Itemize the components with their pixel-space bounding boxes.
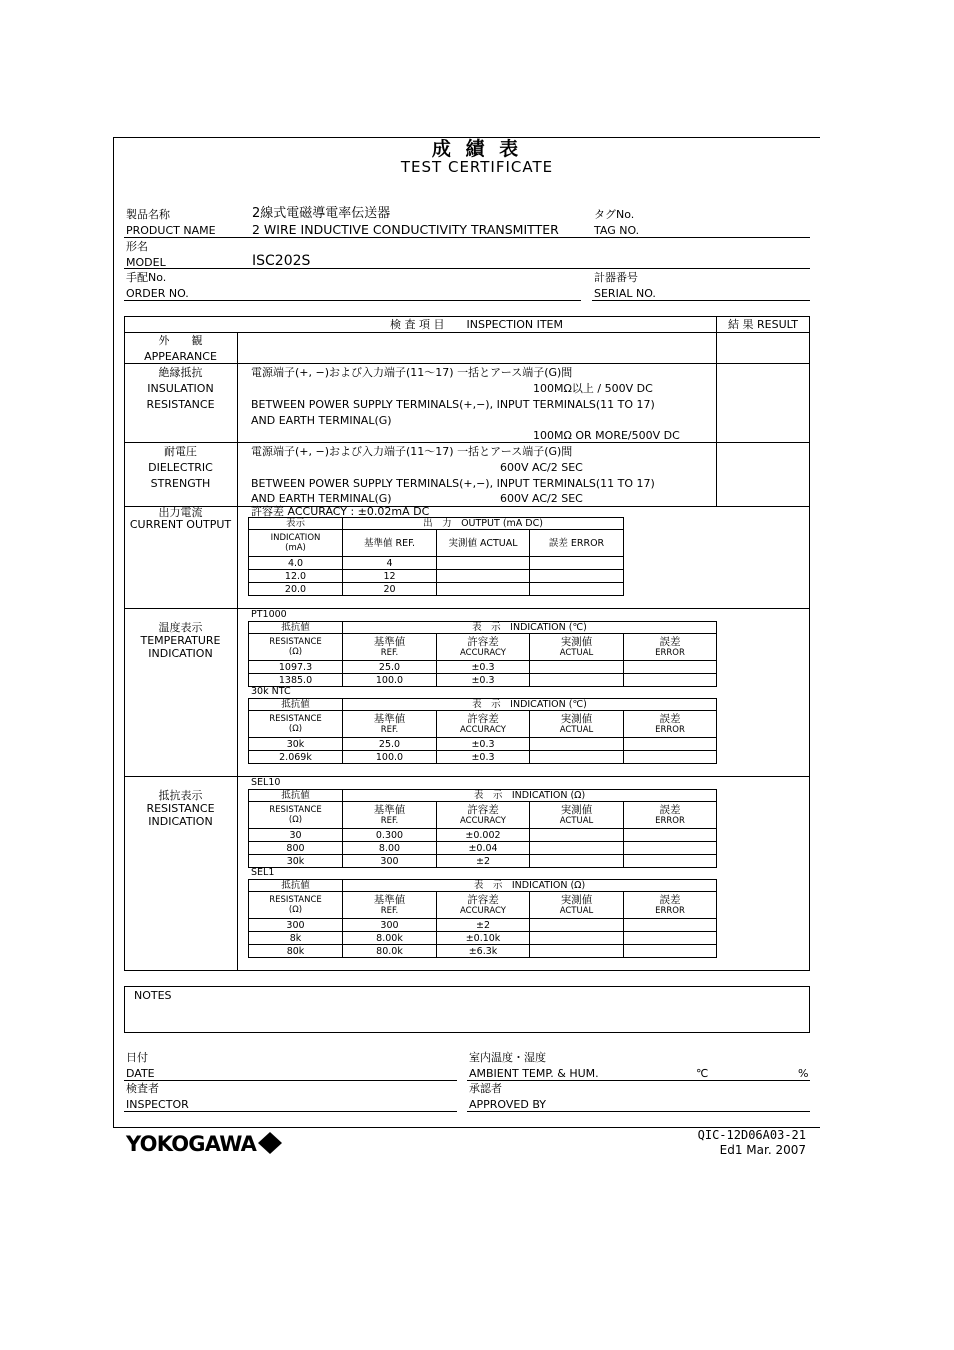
table-cell: ±0.3	[437, 674, 530, 687]
pt1000-acc-header: 許容差 ACCURACY	[437, 634, 530, 661]
product-value-jp: 2線式電磁導電率伝送器	[252, 206, 391, 221]
table-cell	[624, 751, 717, 764]
sel10-table	[248, 789, 717, 868]
insulation-line-4: AND EARTH TERMINAL(G)	[251, 414, 392, 427]
sel1-err-header: 誤差 ERROR	[624, 892, 717, 919]
insulation-label-en1: INSULATION	[147, 382, 214, 395]
diamond-icon	[258, 1132, 282, 1154]
table-cell	[624, 945, 717, 958]
table-cell: 100.0	[343, 674, 437, 687]
table-cell	[530, 557, 624, 570]
table-cell: 1097.3	[249, 661, 343, 674]
temperature-rule	[124, 776, 810, 777]
table-cell: 300	[343, 919, 437, 932]
table-row	[249, 919, 717, 932]
tag-label-en: TAG NO.	[594, 224, 640, 237]
table-cell: ±0.3	[437, 738, 530, 751]
ntc-err-header: 誤差 ERROR	[624, 711, 717, 738]
current-error-header: 誤差 ERROR	[530, 530, 624, 557]
current-ind-header: 表示	[249, 518, 343, 530]
table-row	[249, 829, 717, 842]
table-cell: 12.0	[249, 570, 343, 583]
doc-edition: Ed1 Mar. 2007	[719, 1143, 806, 1157]
current-label-en: CURRENT OUTPUT	[129, 518, 232, 531]
table-cell: 30	[249, 829, 343, 842]
table-cell	[530, 855, 624, 868]
table-cell	[624, 738, 717, 751]
table-cell: ±0.10k	[437, 932, 530, 945]
inspection-item-header: 検 査 項 目 INSPECTION ITEM	[390, 318, 563, 331]
table-cell: ±0.3	[437, 661, 530, 674]
sel1-res-subheader: RESISTANCE (Ω)	[249, 892, 343, 919]
table-cell: 300	[343, 855, 437, 868]
date-label-jp: 日付	[126, 1051, 148, 1064]
table-cell	[530, 842, 624, 855]
notes-box	[124, 986, 810, 1033]
table-cell	[530, 583, 624, 596]
current-ref-header: 基準値 REF.	[343, 530, 437, 557]
table-cell: 100.0	[343, 751, 437, 764]
sel1-res-header: 抵抗値	[249, 880, 343, 892]
ambient-percent-unit: %	[798, 1067, 809, 1080]
sel1-act-header: 実測値 ACTUAL	[530, 892, 624, 919]
serial-label-jp: 計器番号	[594, 271, 638, 284]
temperature-label-jp: 温度表示	[158, 621, 203, 634]
result-col-rule	[716, 316, 717, 506]
ntc-label: 30k NTC	[251, 686, 291, 697]
model-value: ISC202S	[252, 253, 311, 269]
table-cell	[530, 674, 624, 687]
table-cell	[530, 945, 624, 958]
pt1000-label: PT1000	[251, 609, 287, 620]
pt1000-table	[248, 621, 717, 687]
table-cell	[624, 855, 717, 868]
current-output-table	[248, 517, 624, 596]
table-cell: 1385.0	[249, 674, 343, 687]
sel10-label: SEL10	[251, 777, 281, 788]
table-cell	[624, 674, 717, 687]
insulation-rule	[124, 442, 810, 443]
dielectric-line-2: 600V AC/2 SEC	[500, 461, 583, 474]
insulation-line-1: 電源端子(+, −)および入力端子(11～17) 一括とアース端子(G)間	[251, 366, 573, 379]
ntc-ref-header: 基準値 REF.	[343, 711, 437, 738]
dielectric-line-4: AND EARTH TERMINAL(G)	[251, 492, 392, 505]
table-cell	[437, 583, 530, 596]
order-label-jp: 手配No.	[126, 271, 167, 284]
temperature-label-en2: INDICATION	[148, 647, 213, 660]
table-cell: ±0.002	[437, 829, 530, 842]
dielectric-line-3: BETWEEN POWER SUPPLY TERMINALS(+,−), INPUT TERMINALS(11 TO 17)	[251, 477, 655, 490]
sel1-ref-header: 基準値 REF.	[343, 892, 437, 919]
table-row	[249, 738, 717, 751]
ntc-res-subheader: RESISTANCE (Ω)	[249, 711, 343, 738]
date-label-en: DATE	[126, 1067, 155, 1080]
table-cell	[530, 932, 624, 945]
table-cell: 30k	[249, 855, 343, 868]
table-row	[249, 557, 624, 570]
table-cell	[624, 919, 717, 932]
insulation-label-jp: 絶縁抵抗	[158, 366, 203, 379]
table-cell: 80.0k	[343, 945, 437, 958]
table-cell: 8k	[249, 932, 343, 945]
pt1000-res-header: 抵抗値	[249, 622, 343, 634]
table-cell: 8.00k	[343, 932, 437, 945]
table-cell	[530, 570, 624, 583]
table-cell: 800	[249, 842, 343, 855]
table-cell: 25.0	[343, 661, 437, 674]
current-accuracy: 許容差 ACCURACY : ±0.02mA DC	[251, 505, 430, 518]
table-row	[249, 855, 717, 868]
serial-rule	[592, 300, 810, 301]
sel10-act-header: 実測値 ACTUAL	[530, 802, 624, 829]
model-label-jp: 形名	[126, 240, 148, 253]
dielectric-label-jp: 耐電圧	[164, 445, 197, 458]
table-cell: ±6.3k	[437, 945, 530, 958]
order-rule	[124, 300, 581, 301]
sel10-ind-header: 表 示 INDICATION (Ω)	[343, 790, 717, 802]
sel10-err-header: 誤差 ERROR	[624, 802, 717, 829]
inspector-label-en: INSPECTOR	[126, 1098, 189, 1111]
table-row	[249, 751, 717, 764]
doc-code: QIC-12D06A03-21	[697, 1128, 806, 1142]
yokogawa-logo: YOKOGAWA	[126, 1132, 257, 1156]
table-cell: ±2	[437, 855, 530, 868]
resistance-label-jp: 抵抗表示	[158, 789, 203, 802]
pt1000-act-header: 実測値 ACTUAL	[530, 634, 624, 661]
notes-label: NOTES	[134, 989, 172, 1002]
table-cell	[530, 919, 624, 932]
current-ind-subheader: INDICATION (mA)	[249, 530, 343, 557]
insulation-line-2: 100MΩ以上 / 500V DC	[533, 382, 653, 395]
approved-rule	[467, 1111, 810, 1112]
pt1000-ref-header: 基準値 REF.	[343, 634, 437, 661]
sel1-ind-header: 表 示 INDICATION (Ω)	[343, 880, 717, 892]
appearance-label-jp: 外 観	[158, 334, 203, 347]
table-cell	[624, 932, 717, 945]
resistance-label-en2: INDICATION	[148, 815, 213, 828]
sel10-res-subheader: RESISTANCE (Ω)	[249, 802, 343, 829]
table-cell: 20	[343, 583, 437, 596]
table-cell	[530, 738, 624, 751]
model-label-en: MODEL	[126, 256, 166, 269]
table-cell	[437, 570, 530, 583]
dielectric-line-5: 600V AC/2 SEC	[500, 492, 583, 505]
model-rule	[124, 268, 810, 269]
table-cell: 30k	[249, 738, 343, 751]
insulation-line-3: BETWEEN POWER SUPPLY TERMINALS(+,−), INPUT TERMINALS(11 TO 17)	[251, 398, 655, 411]
ntc-acc-header: 許容差 ACCURACY	[437, 711, 530, 738]
ntc-act-header: 実測値 ACTUAL	[530, 711, 624, 738]
ambient-label-en: AMBIENT TEMP. & HUM.	[469, 1067, 599, 1080]
table-cell: 20.0	[249, 583, 343, 596]
table-cell: 8.00	[343, 842, 437, 855]
ambient-label-jp: 室内温度・湿度	[469, 1051, 546, 1064]
ntc-ind-header: 表 示 INDICATION (℃)	[343, 699, 717, 711]
sel10-acc-header: 許容差 ACCURACY	[437, 802, 530, 829]
table-row	[249, 583, 624, 596]
current-output-header: 出 力 OUTPUT (mA DC)	[343, 518, 624, 530]
table-row	[249, 842, 717, 855]
inspection-col-rule	[237, 332, 238, 971]
inspector-rule	[124, 1111, 457, 1112]
table-cell: 0.300	[343, 829, 437, 842]
table-row	[249, 570, 624, 583]
current-actual-header: 実測値 ACTUAL	[437, 530, 530, 557]
table-cell	[530, 829, 624, 842]
frame-left-rule	[113, 137, 114, 1127]
title-en: TEST CERTIFICATE	[400, 158, 554, 176]
sel1-table	[248, 879, 717, 958]
sel10-ref-header: 基準値 REF.	[343, 802, 437, 829]
table-cell	[624, 842, 717, 855]
pt1000-res-subheader: RESISTANCE (Ω)	[249, 634, 343, 661]
pt1000-err-header: 誤差 ERROR	[624, 634, 717, 661]
current-label-jp: 出力電流	[158, 506, 203, 519]
resistance-label-en1: RESISTANCE	[146, 802, 215, 815]
table-cell	[530, 751, 624, 764]
inspection-head-rule	[124, 332, 810, 333]
result-header: 結 果 RESULT	[728, 318, 798, 331]
temperature-label-en1: TEMPERATURE	[140, 634, 221, 647]
product-name-label-en: PRODUCT NAME	[126, 224, 216, 237]
current-rule	[124, 608, 810, 609]
table-cell: ±2	[437, 919, 530, 932]
tag-label-jp: タグNo.	[594, 208, 635, 221]
table-cell: 80k	[249, 945, 343, 958]
table-row	[249, 945, 717, 958]
ambient-rule	[467, 1080, 810, 1081]
product-value-en: 2 WIRE INDUCTIVE CONDUCTIVITY TRANSMITTER	[252, 222, 559, 237]
dielectric-label-en1: DIELECTRIC	[148, 461, 213, 474]
appearance-label-en: APPEARANCE	[144, 350, 217, 363]
table-cell: ±0.3	[437, 751, 530, 764]
pt1000-ind-header: 表 示 INDICATION (℃)	[343, 622, 717, 634]
table-row	[249, 674, 717, 687]
insulation-line-5: 100MΩ OR MORE/500V DC	[533, 429, 680, 442]
dielectric-label-en2: STRENGTH	[150, 477, 211, 490]
dielectric-line-1: 電源端子(+, −)および入力端子(11～17) 一括とアース端子(G)間	[251, 445, 573, 458]
sel1-label: SEL1	[251, 867, 275, 878]
table-cell	[624, 661, 717, 674]
title-jp: 成 績 表	[431, 138, 523, 160]
product-rule	[124, 237, 810, 238]
sel1-acc-header: 許容差 ACCURACY	[437, 892, 530, 919]
table-cell	[530, 661, 624, 674]
approved-label-en: APPROVED BY	[469, 1098, 547, 1111]
table-cell: 2.069k	[249, 751, 343, 764]
ntc-res-header: 抵抗値	[249, 699, 343, 711]
table-cell: 12	[343, 570, 437, 583]
ntc-table	[248, 698, 717, 764]
table-cell: 25.0	[343, 738, 437, 751]
table-cell: 4	[343, 557, 437, 570]
appearance-rule	[124, 363, 810, 364]
table-cell: 300	[249, 919, 343, 932]
ambient-degree-unit: ℃	[696, 1067, 709, 1080]
table-cell	[624, 829, 717, 842]
serial-label-en: SERIAL NO.	[594, 287, 656, 300]
insulation-label-en2: RESISTANCE	[146, 398, 215, 411]
product-name-label-jp: 製品名称	[126, 208, 170, 221]
table-cell: ±0.04	[437, 842, 530, 855]
table-row	[249, 661, 717, 674]
order-label-en: ORDER NO.	[126, 287, 189, 300]
table-cell	[437, 557, 530, 570]
sel10-res-header: 抵抗値	[249, 790, 343, 802]
inspector-label-jp: 検査者	[126, 1082, 159, 1095]
table-cell: 4.0	[249, 557, 343, 570]
date-rule	[124, 1080, 457, 1081]
table-row	[249, 932, 717, 945]
approved-label-jp: 承認者	[469, 1082, 502, 1095]
